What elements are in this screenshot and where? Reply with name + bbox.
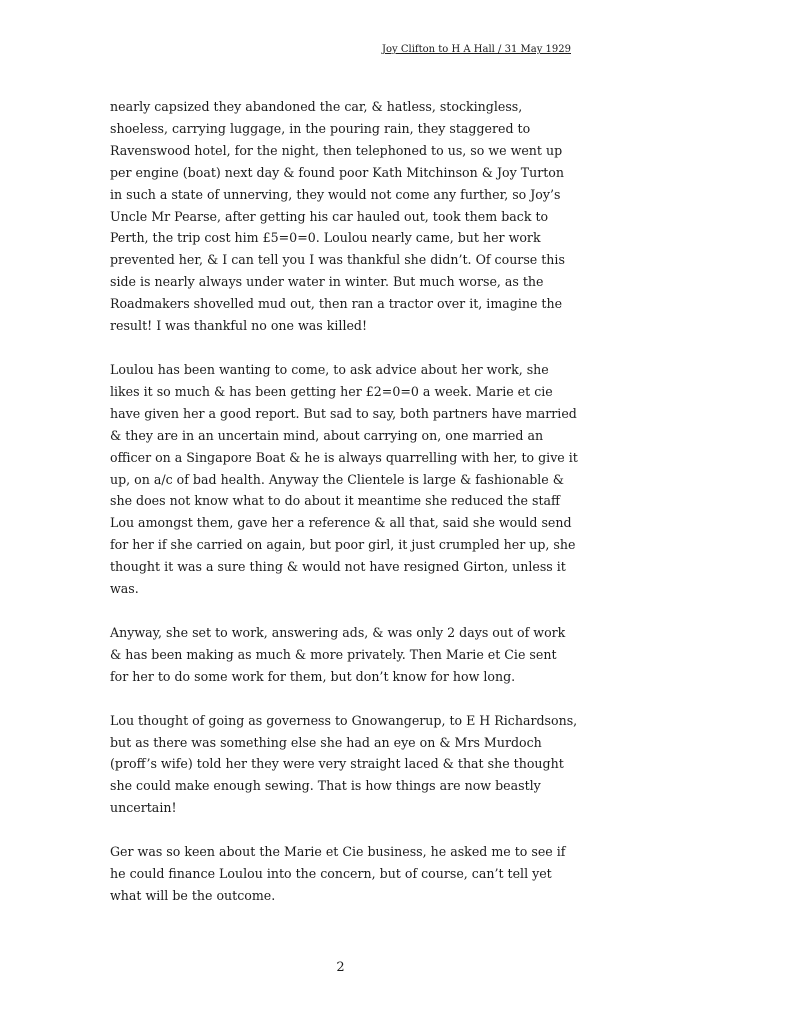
paragraph — [110, 841, 585, 907]
text-line: likes it so much & has been getting her £2=0=0 a week. Marie et cie — [110, 383, 553, 399]
text-line: & they are in an uncertain mind, about carrying on, one married an — [110, 427, 544, 443]
text-line: Ravenswood hotel, for the night, then telephoned to us, so we went up — [110, 142, 563, 158]
page-number: 2 — [336, 960, 345, 975]
paragraph — [110, 96, 585, 337]
text-line: Anyway, she set to work, answering ads, & was only 2 days out of work — [110, 624, 566, 640]
letter-body — [110, 96, 585, 929]
text-line: Perth, the trip cost him £5=0=0. Loulou nearly came, but her work — [110, 230, 541, 246]
text-line: thought it was a sure thing & would not have resigned Girton, unless it — [110, 559, 566, 575]
paragraph — [110, 622, 585, 688]
text-line: was. — [110, 581, 139, 597]
text-line: Roadmakers shovelled mud out, then ran a tractor over it, imagine the — [110, 296, 563, 312]
text-line: nearly capsized they abandoned the car, & hatless, stockingless, — [110, 99, 523, 114]
text-line: for her if she carried on again, but poor girl, it just crumpled her up, she — [110, 537, 576, 553]
running-header: Joy Clifton to H A Hall / 31 May 1929 — [382, 44, 571, 55]
text-line: per engine (boat) next day & found poor Kath Mitchinson & Joy Turton — [110, 164, 564, 180]
text-line: in such a state of unnerving, they would not come any further, so Joy’s — [110, 186, 561, 202]
paragraph — [110, 710, 585, 820]
text-line: she does not know what to do about it meantime she reduced the staff — [110, 493, 560, 509]
text-line: have given her a good report. But sad to say, both partners have married — [110, 405, 577, 421]
text-line: Lou thought of going as governess to Gnowangerup, to E H Richardsons, — [110, 712, 578, 728]
text-line: she could make enough sewing. That is how things are now beastly — [110, 778, 541, 794]
paragraph — [110, 359, 585, 600]
text-line: Loulou has been wanting to come, to ask advice about her work, she — [110, 361, 549, 377]
text-line: for her to do some work for them, but don’t know for how long. — [110, 668, 516, 684]
text-line: side is nearly always under water in winter. But much worse, as the — [110, 274, 544, 290]
text-line: (proff’s wife) told her they were very straight laced & that she thought — [110, 756, 564, 772]
text-line: shoeless, carrying luggage, in the pouring rain, they staggered to — [110, 120, 531, 136]
text-line: uncertain! — [110, 800, 177, 816]
text-line: up, on a/c of bad health. Anyway the Clientele is large & fashionable & — [110, 471, 564, 487]
text-line: result! I was thankful no one was killed! — [110, 318, 368, 334]
text-line: Uncle Mr Pearse, after getting his car hauled out, took them back to — [110, 208, 549, 224]
text-line: Lou amongst them, gave her a reference & all that, said she would send — [110, 515, 572, 531]
text-line: he could finance Loulou into the concern, but of course, can’t tell yet — [110, 866, 552, 882]
text-line: Ger was so keen about the Marie et Cie business, he asked me to see if — [110, 844, 566, 860]
text-line: officer on a Singapore Boat & he is always quarrelling with her, to give it — [110, 449, 578, 465]
text-line: what will be the outcome. — [110, 888, 276, 903]
text-line: & has been making as much & more privately. Then Marie et Cie sent — [110, 646, 557, 662]
text-line: but as there was something else she had an eye on & Mrs Murdoch — [110, 734, 542, 750]
text-line: prevented her, & I can tell you I was thankful she didn’t. Of course this — [110, 252, 565, 268]
